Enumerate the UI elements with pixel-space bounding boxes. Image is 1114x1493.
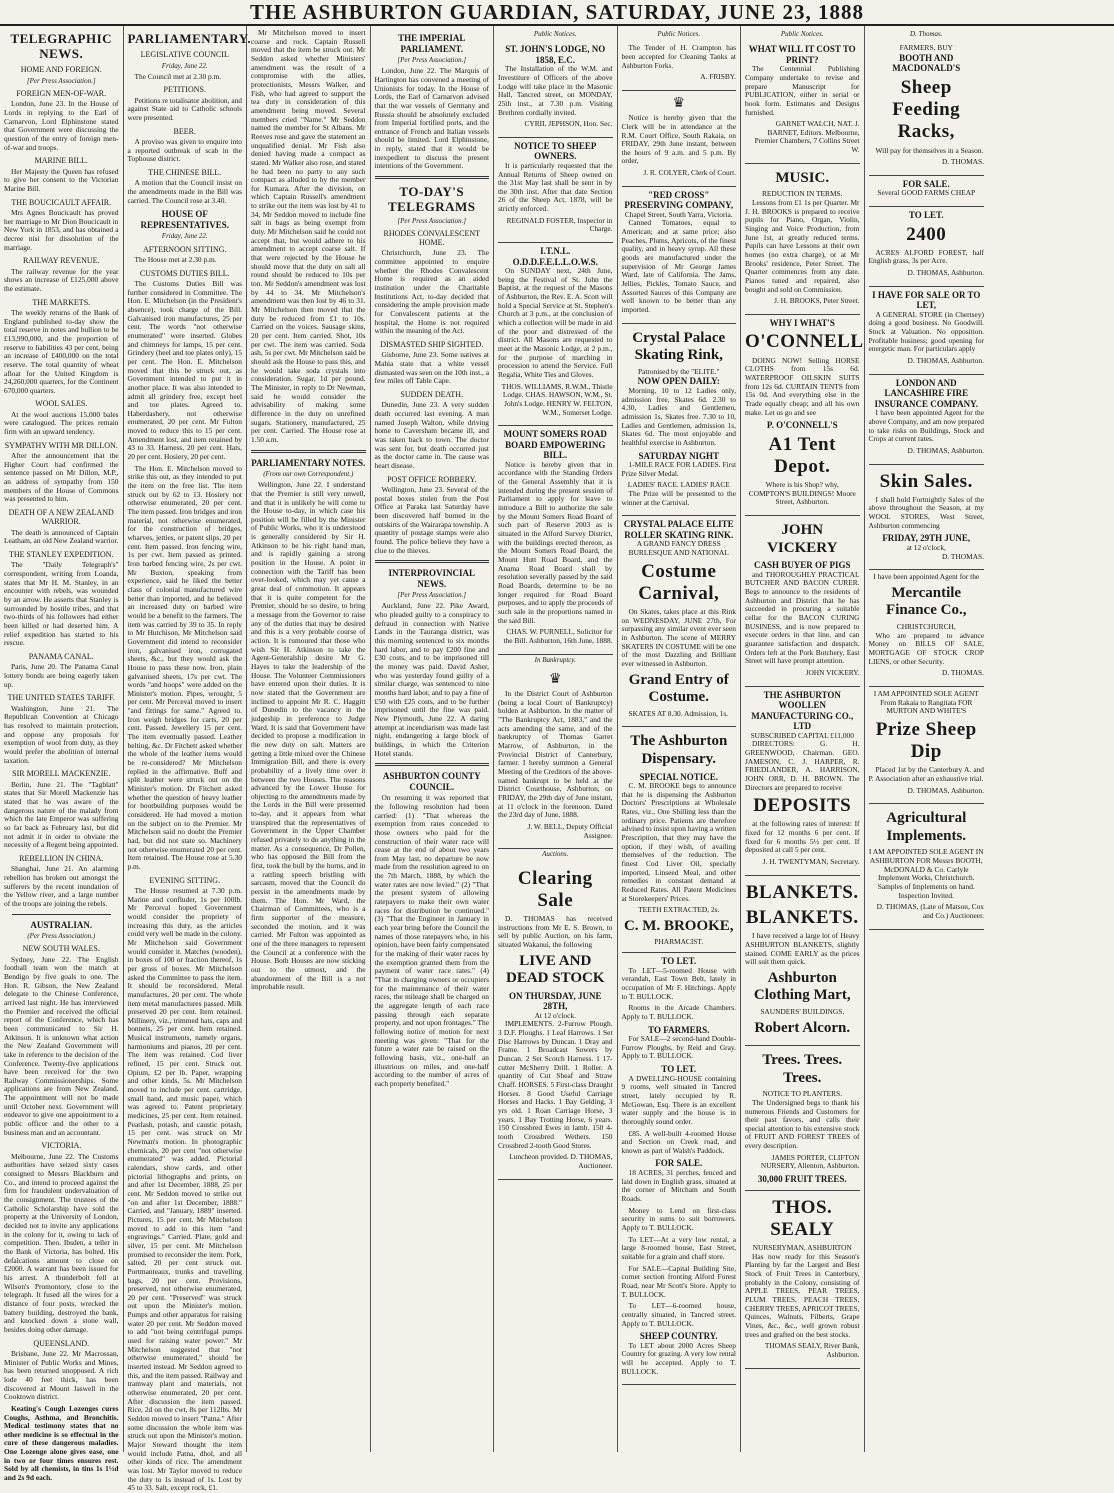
ad-signature: J. H. BROOKS, Peter Street. xyxy=(774,296,860,306)
ad-body: IMPLEMENTS. 2-Furrow Plough. 3 D.F. Ploughs. 1 Leaf Harrows. 1 Set Disc Harrows by Duncan. 1 Dray and Frame. 1 Broadcast Sowers by Duncan. 2 Set Scotch Harness. 1 17-cutter McSherry Drill. 1 Roller. A quantity of Cut Sheaf and Straw Chaff. HORSES. 5 First-class Draught Horses. 8 Good Useful Carriage Horses and Hacks. 1 Bay Gelding, 3 yrs old. 1 Roan Carriage Horse, 3 years. 1 Bay Trotting Horse, 6 years. 150 Crossbred Ewes in lamb. 150 4-tooth Crossbred Wethers. 150 Crossbred 2-tooth Good Stores. xyxy=(498,1019,613,1150)
ad-date: FRIDAY, 29TH JUNE, xyxy=(882,533,971,544)
article-body: The House resumed at 7.30 p.m. Marine and confluder, 1s per 100lb. Mr Perceval hoped Government would consider the propriety of increasing this duty, as the articles could very well be made in the colony. Mr Mitchelson said Government would consider it. Matches (wooden), in boxes of 100 or fraction thereof, 1s per gross of boxes. Mr Mitchelson asked the Committee to pass the item. It should be reconsidered. Metal manufactures, 20 per cent. The whole item metal manufactures passed. Milk preserved 20 per cent. Item retained. Millinery, viz., trimmed hats, caps and bonnets, 25 per cent. Item retained. Musical instruments, namely organs, harmoniums and pianos, 20 per cent. The item was retained. Cod liver refined, 15 per cent. Struck out. Opium, £2 per lb. Paper, wrapping and other kinds, 5s. Mr Mitchelson moved to include per cent. cartridge, small hand, and music paper, which was agreed to. Patent proprietary medicines, 25 per cent. Item retained. Pearlash, potash, and caustic potash, 15 per cent. was struck on Mr Newman's motion. In photographic chemicals, 20 per cent "not otherwise enumerated" was added. Pictorial calendars, show cards, and other pictorial lithographs and prints, on and after 1st December, 1888, 25 per cent. Mr Seddon moved to strike out "on and after 1st December, 1888." Carried, and "January, 1889" inserted. Pictures, 15 per cent. Mr Mitchelson moved to add to this item "and engravings." Carried. Plate, gold and silver, 15 per cent. Mr Mitchelson promised to reconsider the item. Pork, salted, 20 per cent struck out. Portmanteaux, trunks and travelling bags, 20 per cent. Provisions, preserved, not otherwise enumerated, 20 per cent. "Preserved" was struck out upon the Minister's motion. Pumps and other apparatus for raising water 20 per cent. Mr Seddon moved to add "not being centrifugal pumps used for raising water power." Mr Mitchelson suggested that "not otherwise enumerated," should be inserted instead. Mr Seddon agreed to this, and the item passed. Railway and tramway plant and materials, not otherwise enumerated, 20 per cent. After discussion the item passed. Rice, 2d on the cwt, 8s per 112lbs. Mr Seddon moved to insert "Patna." After some discussion the whole item was struck out upon the Minister's motion. Major Steward thought the item would include Patna, dhol, and all other kinds of rice. The amendment was lost. Mr Taylor moved to reduce the duty to 1s instead of 1s. Lost by 45 to 33. Salt, except rock, £1. xyxy=(127,885,242,1493)
section-heading: AUSTRALIAN. xyxy=(30,919,93,930)
column-header: Auctions. xyxy=(542,850,569,859)
ad-signature: D. THOMAS, Ashburton. xyxy=(907,268,984,278)
advertisement xyxy=(498,667,613,850)
ad-headline: Mercantile Finance Co., xyxy=(886,584,967,619)
ad-subtitle: Chapel Street, South Yarra, Victoria. xyxy=(624,209,733,219)
advertisement xyxy=(498,41,613,138)
article-heading: DISMASTED SHIP SIGHTED. xyxy=(380,339,484,349)
article-body: Shanghai, June 21. An alarming rebellion has broken out amongst the sufferers by the recent inundation of the Yellow river, and a large number of the troops are joining the rebels. xyxy=(4,864,119,908)
ad-title: MOUNT SOMERS ROAD BOARD EMPOWERING BILL. xyxy=(503,429,607,461)
article-body: At the wool auctions 15,000 bales were catalogued. The prices remain firm with an upward tendency. xyxy=(4,409,119,437)
ad-signature: J. H. TWENTYMAN, Secretary. xyxy=(762,857,860,867)
ad-headline: C. M. BROOKE, xyxy=(623,917,734,934)
ad-title: SHEEP COUNTRY. xyxy=(639,1331,718,1342)
article-body: A motion that the Council insist on the amendments made in the Bill was carried. The Council rose at 3.40. xyxy=(127,178,242,205)
ad-body: at the following rates of interest: If fixed for 12 months 6 per cent. If fixed for 6 months 5½ per cent. If deposited at call 5 per cent. xyxy=(745,819,860,855)
ad-title: The Ashburton Dispensary. xyxy=(630,733,728,768)
article-body: Mrs Agnes Boucicault has proved her marriage to Mr Dion Boucicault in New York in 1853, and has obtained a decree nisi for dissolution of the marriage. xyxy=(4,207,119,252)
ad-body: 18 ACRES, 31 perches, fenced and laid down in English grass, situated at the corner of Mitcham and South Roads. xyxy=(621,1168,736,1203)
advertisement xyxy=(869,207,985,287)
ad-signature: D. THOMAS, (Late of Matson, Cox and Co.) Auctioneer. xyxy=(876,902,984,920)
ad-title: LONDON AND LANCASHIRE FIRE INSURANCE COMPANY. xyxy=(874,377,978,409)
article-heading: VICTORIA. xyxy=(41,1141,82,1151)
advertisement-footer: Keating's Cough Lozenges cures Coughs, Asthma, and Bronchitis. Medical testimony states that no other medicine is so effectual in the cure of these dangerous maladies. One Lozenge alone gives ease, one in two or four times ensures rest. Sold by all chemists, in tins 1s 1½d and 2s 9d each. xyxy=(4,1403,119,1483)
ad-body: The Installation of the W.M. and Investiture of Officers of the above Lodge will take place in the Masonic Hall, Tancred street, on MONDAY, 25th inst., at 7.30 p.m. Visiting Brethren cordially invited. xyxy=(498,64,613,117)
ad-title: TO FARMERS. xyxy=(648,1024,710,1035)
ad-body: DOING NOW! Selling HORSE CLOTHS from 15s 6d. WATERPROOF OILSKIN SUITS from 12s 6d. CURTAIN TENTS from 15s 0d. And everything else in the Trade equally cheap; and all his own make. Let us go and see xyxy=(745,355,860,417)
advertisement xyxy=(869,287,985,375)
article-body: The Customs Duties Bill was further considered in Committee. The Hon. E. Mitchelson (in the President's absence), took charge of the Bill. Galvanised iron manufactures, 25 per cent. The words "not otherwise enumerated" were inserted. Globes and chimneys for lamps, 15 per cent. Grindery (heel and toe plates only), 15 per cent. The Hon. E. Mitchelson moved that this be struck out, as Government intended to put it in another place. It was also intended to admit all grindery free, except heel and toe plates. Agreed to. Haberdashery, not otherwise enumerated, 20 per cent. Mr Fulton moved to reduce this to 15 per cent. Amendment lost, and item retained by 43 to 33. Harness, 20 per cent. Hats, 20 per cent. Hosiery, 20 per cent. xyxy=(127,278,242,462)
column-public-notices-3 xyxy=(741,26,865,1452)
ad-date: ON THURSDAY, JUNE 28TH, xyxy=(509,990,602,1012)
ad-signature: J. W. BELL, Deputy Official Assignee. xyxy=(527,822,613,840)
ad-headline: 2400 xyxy=(906,223,947,245)
ad-signature: GARNET WALCH, NAT. J. BARNET, Editors. Melbourne, Premier Chambers, 7 Collins Street W. xyxy=(754,119,860,155)
ad-body: In the District Court of Ashburton (being a local Court of Bankruptcy) holden at Ashburton. In the matter of "The Bankruptcy Act, 1883," and the acts amending the same, and of the bankruptcy of Thomas Garret Marrow, of Ashburton, in the Provincial District of Canterbury, farmer. I hereby summon a General Meeting of the Creditors of the above-named bankrupt to be held at the District Courthouse, Ashburton, on FRIDAY, the 29th day of June instant, at 11 o'clock in the forenoon. Dated the 23rd day of June, 1888. xyxy=(498,689,613,820)
article-body: The Council met at 2.30 p.m. xyxy=(134,71,222,81)
article-heading: CUSTOMS DUTIES BILL. xyxy=(139,268,230,278)
ad-body: D. THOMAS has received instructions from Mr E. S. Brown, to sell by public Auction, on his farm, situated Wakanui, the following xyxy=(498,913,613,949)
ad-body: Money to Lend on first-class security in sums to suit borrowers. Apply to T. BULLOCK. xyxy=(621,1205,736,1232)
article-heading: RHODES CONVALESCENT HOME. xyxy=(383,228,481,248)
divider xyxy=(375,560,490,563)
advertisement xyxy=(869,687,985,804)
ad-subtitle: P. O'CONNELL'S xyxy=(766,420,838,431)
advertisement xyxy=(869,41,985,176)
column-public-notices-2 xyxy=(618,26,742,1452)
ad-signature: D. THOMAS, Ashburton. xyxy=(907,445,984,455)
article-body: Gisborne, June 23. Some natives at Mahia state that a white vessel dismasted was seen on the 10th inst., a few miles off Table Cape. xyxy=(374,350,489,386)
advertisement xyxy=(622,41,737,91)
column-header: D. Thomas. xyxy=(910,30,943,38)
article-body: Dunedin, June 23. A very sudden death occurred last evening. A man named Joseph Walton, while driving home to Caversham became ill, and was taken back to town. The doctor was sent for, but death occurred just as the doctor came in. The cause was heart disease. xyxy=(374,400,489,470)
article-body: The "Daily Telegraph's" correspondent, writing from Loanda, states that Mr H. M. Stanley, in an encounter with rebels, was wounded by an arrow. He asserts that Stanley is surrounded by hostile tribes, and that two-thirds of his followers had either been killed or had deserted him. A relief expedition has started to his rescue. xyxy=(4,560,119,648)
article-body: Mr Mitchelson moved to insert coarse and rock. Captain Russell moved that the item be struck out. Mr Seddon asked whether Ministers' amendment was the result of a compromise with the allies, protectionists, Messrs Walker, and Fish, who had agreed to support the tea duty in consideration of this amendment being moved. Several members cried "Name." Mr Seddon named the member for St Albans. Mr Reeves rose and gave the statement an unqualified denial. Mr Fish also denied having made a compact as stated. Mr Walker also rose, and stated he had been no party to any such compact as alluded to by the member for Kumara. After the division, on which Captain Russell's amendment to strike out the item was lost by 41 to 34, Mr Seddon moved to include fine salt in bags as being exempt from duty. Mr Mitchelson said he could not accept that, but would adhere to his amendment to accept coarse salt. If that were rejected by the House he should move that the duty on salt all round should be reduced to 10s per ton. Mr Seddon's amendment was lost by 44 to 34. Mr Mitchelson's amendment was then lost by 46 to 31. Mr Mitchelson then moved that the duty be reduced from £1 to 10s. Carried on the voices. Sausage skins, 20 per cent. Item carried. Shot, 10s per cwt. The item was carried. Soda ash, 5s per cwt. Mr Mitchelson said he should ask the House to pass this, and he would take soda crystals into consideration. Sugar, 1d per pound. The Minister, in reply to Dr Newman, said he would consider the advisability of making some difference in the duty on unrefined sugars. Stationery, manufactured, 25 per cent. Carried. The House rose at 1.50 a.m. xyxy=(251,28,366,444)
ad-body: Morning, 10 to 12 Ladies only, admission free, Skates 6d. 2.30 to 4.30, Ladies and Gentlemen, admission 1s, Skates free. 7.30 to 10, Ladies and Gentlemen, admission 1s, Skates 6d. The most enjoyable and healthful exercise in Ashburton. xyxy=(621,385,736,447)
advertisement xyxy=(869,375,985,465)
ad-body: £85. A well-built 4-roomed House and Section on Creek road, and known as part of Walsh's Paddock. xyxy=(621,1128,736,1155)
divider xyxy=(12,914,111,915)
article-heading: WOOL SALES. xyxy=(35,399,88,409)
newspaper-title: THE ASHBURTON GUARDIAN, SATURDAY, JUNE 23, 1888 xyxy=(250,0,864,24)
ad-headline: NOW OPEN DAILY: xyxy=(637,376,720,387)
ad-body: For SALE—2 second-hand Double-Furrow Ploughs, by Reid and Gray. Apply to T. BULLOCK. xyxy=(621,1034,736,1061)
ad-body: Lessons from £1 1s per Quarter. Mr J. H. BROOKS is prepared to receive pupils for Piano, Organ, Violin, Singing and Voice Production, from June 1st, at greatly reduced terms. Pupils can have Lessons at their own homes (no extra charge), or at Mr Brooks' residence, Peter Street. The Quarter commences from any date. Pianos tuned and repaired, also bought and sold on Commission. xyxy=(745,197,860,294)
article-body: Paris, June 20. The Panama Canal lottery bonds are being eagerly taken up. xyxy=(4,662,119,689)
ad-body: For SALE—Capital Building Site, corner section fronting Alford Forest Road, near Mr Scott's Store. Apply to T. BULLOCK. xyxy=(621,1263,736,1299)
divider xyxy=(375,763,490,766)
ad-title: MUSIC. xyxy=(775,169,830,186)
advertisement xyxy=(745,315,864,516)
ad-title: FARMERS, BUY xyxy=(899,43,953,53)
article-body: London, June 23. In the House of Lords in replying to the Earl of Carnarvon, Lord Elphinstone stated that Government were discussing the question of the entry of foreign men-of-war and troops. xyxy=(4,99,119,152)
ad-signature: JAMES PORTER, CLIFTON NURSERY, Allenton, Ashburton. xyxy=(760,1152,860,1171)
ad-body: I have been appointed Agent for the above Company, and am now prepared to take risks on Buildings, Stock and Crops at current rates. xyxy=(868,408,984,444)
section-heading: THE IMPERIAL PARLIAMENT. xyxy=(398,33,466,54)
ad-title: THE ASHBURTON WOOLLEN MANUFACTURING CO., LTD xyxy=(751,689,854,732)
article-heading: THE BOUCICAULT AFFAIR. xyxy=(11,197,112,207)
ad-subtitle: BOOTH AND MACDONALD'S xyxy=(892,52,961,74)
ad-body: Several GOOD FARMS CHEAP xyxy=(877,188,976,198)
press-association-note: [Per Press Association.] xyxy=(397,216,467,225)
article-body: The death is announced of Captain Leatham, an old New Zealand warrior. xyxy=(4,527,119,546)
ad-headline: 30,000 FRUIT TREES. xyxy=(757,1174,847,1185)
article-heading: BEER. xyxy=(173,126,196,136)
ad-time: At 12 o'clock. xyxy=(534,1010,576,1020)
article-heading: MARINE BILL. xyxy=(34,156,88,166)
column-header: Public Notices. xyxy=(780,30,824,38)
advertisement xyxy=(498,426,613,654)
article-body: The weekly returns of the Bank of England published to-day show the total reserve in notes and bullion to be £13,990,000, and the proportion of reserve to liabilities 43 per cent, being an increase of £400,000 on the total reserve. The total quantity of wheat afloat for the United Kingdom is 24,260,000 quarters, for the Continent 670,000 quarters. xyxy=(4,307,119,395)
section-subheading: HOME AND FOREIGN. xyxy=(20,65,102,75)
ad-signature: D. THOMAS, Ashburton. xyxy=(907,785,984,795)
ad-signature: Robert Alcorn. xyxy=(754,1019,851,1036)
ad-body: The Undersigned begs to thank his numerous Friends and Customers for their past favors, and calls their special attention to his extensive stock of FRUIT AND FOREST TREES of every description. xyxy=(745,1097,860,1151)
divider xyxy=(251,450,366,453)
ad-headline: A1 Tent Depot. xyxy=(768,433,836,477)
dateline: Friday, June 22. xyxy=(161,61,208,70)
article-body: Berlin, June 21. The "Tagblatt" states that Sir Morell Mackenzie has stated that he was aware of the dangerous nature of the malady from which the late Emperor was suffering so far back as February last, but did not admit it in order to obviate the necessity of a Regent being appointed. xyxy=(4,779,119,850)
ad-headline: O'CONNELL xyxy=(745,331,864,353)
advertisement xyxy=(622,187,737,324)
advertisement xyxy=(869,804,985,929)
section-heading: HOUSE OF REPRESENTATIVES. xyxy=(140,209,229,230)
article-body: Sydney, June 22. The English football team won the match at Bendigo by five goals to one. The Hon. R. Gibson, the New Zealand delegate to the Chinese Conference, arrived last night. He has interviewed the Premier and received the official report of the Conference, which has been communicated to Sir H. Atkinson. It is unknown what action the New Zealand Government will take in reference to the decision of the Conference. Twenty-five applications have been received for the two Railway Commissionerships. Some applications are from New Zealand. The appointment will not be made until October next. Government will endeavor to give one appointment to a public officer and the other to a business man and an accountant. xyxy=(4,954,119,1137)
ad-body: Notice is hereby given that the Clerk will be in attendance at the R.M. Court Office, South Rakaia, on FRIDAY, 29th June instant, between the hours of 9 a.m. and 5 p.m. By order, xyxy=(621,113,736,166)
ad-body: and THOROUGHLY PRACTICAL BUTCHER AND BACON CURER. Begs to announce to the residents of Ashburton and District that he has succeeded in procuring a suitable cellar for the BACON CURING BUSINESS, and is now prepared to execute orders in that line, and can guarantee satisfaction and despatch. Orders left at the Pork Butchery, East Street will have prompt attention. xyxy=(745,569,860,666)
ad-body: The Centennial Publishing Company undertake to revise and prepare Manuscript for PUBLICATION, either in serial or book form. Estimates and Designs furnished. xyxy=(745,64,860,117)
ad-body: Rooms in the Arcade Chambers. Apply to T. BULLOCK. xyxy=(621,1003,736,1021)
dateline: Friday, June 22. xyxy=(161,232,208,241)
advertisement xyxy=(745,516,860,686)
advertisement xyxy=(622,516,737,727)
ad-headline: Trees. Trees. Trees. xyxy=(762,1052,843,1086)
advertisement xyxy=(498,138,613,243)
ad-time: at 12 o'clock, xyxy=(906,542,946,552)
advertisement xyxy=(745,1046,860,1191)
section-heading: TO-DAY'S TELEGRAMS xyxy=(387,184,476,215)
column-d-thomas xyxy=(865,26,989,1452)
ad-headline: Grand Entry of Costume. xyxy=(628,671,729,706)
ad-body: The Tender of H. Crampton has been accepted for Cleaning Tanks at Ashburton Forks. xyxy=(621,43,736,70)
divider xyxy=(375,176,490,179)
ad-signature: D. THOMAS. xyxy=(942,551,984,561)
article-body: Wellington, June 23. Several of the postal boxes stolen from the Post Office at Paraka last Saturday have been discovered half burned in the outskirts of the Wairarapa township. A quantity of postage stamps were also found. The police believe they have a clue to the thieves. xyxy=(374,484,489,555)
article-heading: THE MARKETS. xyxy=(32,297,91,307)
ad-body: Notice is hereby given that in accordance with the Standing Orders of the General Assembly that it is intended during the present session of Parliament to apply for leave to introduce a Bill to authorize the sale by the Mount Somers Road Board of such part of Reserve 2003 as is situated in the Alford Survey District, with the buildings erected thereon, as the Mount Somers Road Board, the Mount Hutt Road Board, and the Anama Road Board shall by resolution severally passed by the said Road Boards, determine to be no longer required for Road Board purposes, and to apply the proceeds of such sale in the proportions named in the said Bill. xyxy=(498,459,613,625)
ad-title: ST. JOHN'S LODGE, NO 1858, E.C. xyxy=(505,44,606,65)
ad-body: To LET—5-roomed House with verandah, East Town Belt, lately in occupation of Mr F. Hitchings. Apply to T. BULLOCK. xyxy=(621,965,736,1001)
ad-body: I have received a large lot of Heavy ASHBURTON BLANKETS, slightly stained. COME EARLY as the prices will suit them quick. xyxy=(745,931,860,967)
ad-body: SKATES AT 8.30. Admission, 1s. xyxy=(628,708,729,718)
ad-title: NOTICE TO SHEEP OWNERS. xyxy=(514,140,597,162)
ad-subtitle: NOTICE TO PLANTERS. xyxy=(762,1089,843,1099)
section-heading: TELEGRAPHIC NEWS. xyxy=(10,31,113,62)
advertisement xyxy=(622,324,737,517)
ad-title: JOHN VICKERY xyxy=(767,522,838,556)
section-heading: PARLIAMENTARY. xyxy=(127,31,252,46)
ad-body: Will pay for themselves in a Season. xyxy=(875,145,984,155)
advertisement xyxy=(745,687,860,876)
royal-arms-icon: ♛ xyxy=(672,95,686,111)
article-body: Wellington, June 22. I understand that the Premier is still very unwell, and that it is unlikely he will come to the House to-day, in which case his position will be filled by the Minister of Public Works, who it is understood is generally considered by Sir H. Atkinson to be his right hand man, and is rapidly gaining a strong position in the House. A point in connection with the Tariff has been over-looked, which may yet cause a great deal of commotion. It appears that it is quite competent for the Premier, should he so desire, to bring a message from the Governor to raise any of the duties that may be desired and this is a very probable course of action. It is rumoured that those who wish Sir H. Atkinson to take the Agent-Generalship desire Mr G. Hayes to take the leadership of the House. The Volunteer Commissioners have entered upon their duties. It is now stated that the Government are inclined to appoint Mr R. C. Haggitt of Dunedin to the vacancy in the judgeship in preference to Judge Ward. It is said that Government have decided to propose a modification in the new duty on salt. Matters are getting a little mixed over the Chinese Immigration Bill, and there is every probability of a lively time over it between the two Houses. The reasons advanced by the Lower House for objecting to the amendments made by the Lords in the Bill were presented to-day, and it appears from what transpired that the representatives of Government in the Upper Chamber refused privately to do anything in the matter. As a consequence, Dr Pollen, who has opposed the Bill from the first, took the bull by the horns, and in a rattling speech bristling with sarcasm, moved that the Council do persist in the amendments made by them. The Hon. Mr Ward, the Chairman of Committees, who is a firm supporter of the measure, seconded the motion, and it was carried. Mr Fulton was appointed as one of the three managers to represent the Council at a conference with the House. Both Houses are now sticking out to the utmost, and the abandonment of the Bill is a not improbable result. xyxy=(251,480,366,992)
article-heading: THE CHINESE BILL. xyxy=(148,168,222,178)
article-heading: SUDDEN DEATH. xyxy=(400,389,464,399)
ad-headline: Agricultural Implements. xyxy=(886,810,967,844)
column-parliamentary xyxy=(124,26,252,1493)
ad-headline: DEPOSITS xyxy=(753,795,852,817)
advertisement xyxy=(869,176,985,207)
ad-body: DIRECTORS: G. H. GREENWOOD, Chairman. GEO. JAMESON, C. J. HARPER, R. FRIEDLANDER, A. HARRISON, JOHN ORR, D. H. BROWN. The Directors are prepared to receive xyxy=(745,739,860,792)
article-body: The House met at 2.30 p.m. xyxy=(134,254,217,264)
ad-title: WHY I WHAT'S xyxy=(769,317,835,328)
ad-body: On Skates, takes place at this Rink on WEDNESDAY, JUNE 27th, For surpassing any similar event ever seen in Ashburton. The scene of MERRY SKATERS IN COSTUME will be one of the most Dazzling and Brilliant ever witnessed in Ashburton. xyxy=(621,607,736,669)
column-imperial-parliament xyxy=(371,26,495,1452)
ad-headline: Sheep Feeding Racks, xyxy=(892,76,961,143)
article-body: London, June 22. The Marquis of Hartington has convened a meeting of Unionists for today. In the House of Lords, the Earl of Carnarvon advised that the war vessels of Germany and Russia should be absolutely excluded from Imperial fortified ports, and the entrance of French and Italian vessels should be limited. Lord Elphinstone, in reply, stated that it would be inexpedient to discuss the present intentions of the Government. xyxy=(374,66,489,171)
ad-headline: Skin Sales. xyxy=(879,470,973,492)
ad-title: I.T.N.L. O.D.D.F.E.L.L.O.W.S. xyxy=(512,246,598,267)
ad-body: Who are prepared to advance Money on BILLS OF SALE, MORTGAGE OF STOCK CROP LIENS, or other Security. xyxy=(868,630,984,666)
ad-body: ACRES ALFORD FOREST, half English grass, 3s per Acre. xyxy=(868,247,984,266)
ad-headline: BLANKETS. xyxy=(745,906,859,928)
ad-body: I have been appointed Agent for the xyxy=(873,572,980,582)
royal-arms-icon: ♛ xyxy=(548,671,562,687)
ad-subtitle: REDUCTION IN TERMS. xyxy=(761,189,843,199)
ad-title: FOR SALE. xyxy=(902,178,950,189)
ad-body: The Prize will be presented to the winner at the Carnival. xyxy=(621,489,736,507)
ad-body: Canned Tomatoes, equal to American; and at same price; also Peaches, Plums, Apricots, of the finest quality, and in heavy syrup. All these goods are manufactured under the supervision of Mr George James Ward, late of California. The Jams, Jellies, Pickles, Tomato Sauce, and Assorted Sauces of this Company are well known to be better than any imported. xyxy=(621,218,736,315)
ad-body: I AM APPOINTED SOLE AGENT IN ASHBURTON FOR Messrs BOOTH, McDONALD & Co. Carlyle Implement Works, Christchurch. Samples of Implements on hand. Inspection Invited. xyxy=(868,847,984,900)
ad-body: I AM APPOINTED SOLE AGENT From Rakaia to Rangitata FOR MURTON AND WHITE'S xyxy=(873,688,979,716)
masthead xyxy=(0,0,1114,26)
ad-signature: CYRIL JEPHSON, Hon. Sec. xyxy=(524,119,613,129)
section-subheading: LEGISLATIVE COUNCIL xyxy=(140,50,229,60)
ad-subtitle: SPECIAL NOTICE. xyxy=(639,771,719,782)
advertisement xyxy=(622,727,737,953)
ad-headline: SATURDAY NIGHT xyxy=(638,450,719,461)
ad-body: On SUNDAY next, 24th June, being the Festival of St. John the Baptist, at the request of the Masons of Ashburton, the Rev. E. A. Scott will hold a Special Service at St. Stephen's Church at 3 p.m., at the conclusion of which a collection will be made in aid of the poor and distressed of the district. All Masons are requested to meet at the Masonic Lodge, at 2 p.m., for the purpose of marching in procession to attend the Service. Full Regalia, White Ties and Gloves. xyxy=(498,266,613,379)
ad-subtitle: CASH BUYER OF PIGS xyxy=(754,560,851,571)
section-heading: INTERPROVINCIAL NEWS. xyxy=(388,568,475,589)
article-heading: THE UNITED STATES TARIFF. xyxy=(7,693,115,703)
ad-body: Has now ready for this Season's Planting by far the Largest and Best Stock of Fruit Trees in Canterbury, probably in the Colony, consisting of APPLE TREES, PEAR TREES, PLUM TREES, PEACH TREES, CHERRY TREES, APRICOT TREES, Quinces, Walnuts, Filberts, Grape Vines, &c., &c., well grown robust trees and grafted on the best stocks. xyxy=(745,1251,860,1339)
article-heading: THE STANLEY EXPEDITION. xyxy=(8,550,114,560)
advertisement xyxy=(745,164,860,315)
ad-signature: CHAS. W. PURNELL, Solicitor for the Bill. Ashburton, 16th June, 1888. xyxy=(503,627,613,645)
article-heading: AFTERNOON SITTING. xyxy=(142,244,227,254)
article-body: Auckland, June 22. Pike Award, who pleaded guilty to a conspiracy to defraud in connection with Native Lands in the Tauranga district, was this morning sentenced to six months hard labor, and to pay £200 fine and £30 costs, and to be imprisoned till the money was paid. David Asher, who was yesterday found guilty of a similar charge, was sentenced to nine months hard labor, and to pay a fine of £50 with £25 costs, and to be further imprisoned until the fine was paid. New Plymouth, June 22. A daring attempt at incendiarism was made last night, endangering a large block of buildings, in which the Criterion Hotel stands. xyxy=(374,601,489,758)
article-body: Brisbane, June 22. Mr Macrossan, Minister of Public Works and Mines, has been returned unopposed. A rich lode 40 feet thick, has been discovered at Mount Jaswell in the Cooktown district. xyxy=(4,1348,119,1402)
column-telegraphic-news xyxy=(0,26,124,1483)
ad-title: CRYSTAL PALACE ELITE ROLLER SKATING RINK. xyxy=(623,519,734,540)
article-heading: FOREIGN MEN-OF-WAR. xyxy=(16,88,107,98)
article-heading: PANAMA CANAL. xyxy=(28,652,94,662)
ad-body: A GENERAL STORE (in Chertsey) doing a good business. No Goodwill. Stock at Valuation. No opposition. Profitable business; good opening for energetic man. For particulars apply xyxy=(868,309,984,354)
article-body: Washington, June 21. The Republican Convention at Chicago has resolved to maintain protection, and oppose any proposals for exemption of wool from duty, as they would prefer the abolition of internal taxation. xyxy=(4,703,119,765)
ad-body: I shall hold Fortnightly Sales of the above throughout the Season, at my WOOL STORES, West Street, Ashburton commencing xyxy=(868,494,984,530)
advertisement xyxy=(622,91,737,187)
ad-title: I HAVE FOR SALE OR TO LET, xyxy=(872,289,981,311)
ad-signature: THOS. WILLIAMS, R.W.M., Thistle Lodge. CHAS. HAWSON, W.M., St. John's Lodge. HENRY W. FELTON, W.M., Somerset Lodge. xyxy=(501,381,613,417)
article-body: On resuming it was reported that the following resolution had been carried: (1) "That whereas the exemption from rates conceded to those owners who paid for the construction of their water race will cease at the end of about two years from May last, no departure be now made from the resolution agreed to on the 7th March, 1888, by which the water rates are now levied." (2) "That the present system of allowing ratepayers to make their own water races for distribution be continued." (3) "That the Engineer in January in each year bring before the Council the names of those ratepayers who, in his opinion, have been fairly compensated for the making of their water races by the exemption granted them from the payment of water race rates." (4) "That in charging owners or occupiers for the maintenance of their water races, the mileage shall be charged on the aggregate length of each race passing through each separate property, and not upon frontages." The following notice of motion for next meeting was given: "That for the future a water rate be raised on the following basis, viz., one-half an illustrious on miles, and one-half according to the number of acres of each property benefited." xyxy=(374,793,489,1088)
column-header: Public Notices. xyxy=(657,30,701,38)
ad-body: LADIES' RACE. LADIES' RACE xyxy=(627,480,730,490)
advertisement xyxy=(498,243,613,426)
ad-headline: LIVE AND DEAD STOCK xyxy=(506,952,605,987)
column-header: In Bankruptcy. xyxy=(534,655,576,664)
article-body: Christchurch, June 23. The committee appointed to enquire whether the Rhodes Convalescent Home is required as an aided institution under the Charitable Institutions Act, to-day decided that considering the ample provision made for Convalescent patients at the hospital, the Home is not required within the meaning of the Act. xyxy=(374,248,489,336)
ad-body: To LET—6-roomed house, centrally situated, in Tancred street. Apply to T. BULLOCK. xyxy=(621,1301,736,1328)
article-body: Melbourne, June 22. The Customs authorities have seized sixty cases consigned to Messrs Blackburn and Co., and intend to proceed against the firm for fraudulent undervaluation of the consignment. The trustees of the Catholic Scholarship have sold the property at the University of London, decided not to invite any applications in the colony for it, owing to lack of competition. Theo. Ibsden, a teller in the Bank of Victoria, has bolted. His defalcations amount to close on £2000. A warrant has been issued for his arrest. A thunderbolt fell at Wilson's Promontory, close to the telegraph. It fused all the wires for a distance of four posts, wrecked the battery building, destroyed the bank, and knocked down a stone wall, besides doing other damage. xyxy=(4,1151,119,1334)
ad-subtitle: SAUNDERS' BUILDINGS. xyxy=(760,1006,845,1016)
ad-body: It is particularly requested that the Annual Returns of Sheep owned on the 31st May last shall be sent in by the 30th inst. After that date Section 26 of the Sheep Act, 1878, will be strictly enforced. xyxy=(498,160,613,214)
article-body: The railway revenue for the year shows an increase of £125,000 above the estimate. xyxy=(4,266,119,293)
ad-signature: A. FRISBY. xyxy=(700,72,736,82)
press-association-note: [Per Press Association.] xyxy=(397,591,467,600)
article-body: A proviso was given to enquire into a reported outbreak of scab in the Tophouse district. xyxy=(127,137,242,164)
ad-body: To LET—At a very low rental, a large 8-roomed house, East Street, suitable for a grain and chaff store. xyxy=(621,1234,736,1261)
ad-title: Ashburton Clothing Mart, xyxy=(753,969,851,1004)
press-association-note: (Per Press Association.) xyxy=(27,932,96,941)
ad-signature: D. THOMAS. xyxy=(942,668,984,678)
ad-title: Crystal Palace Skating Rink, xyxy=(632,329,726,364)
ad-subtitle: CHRISTCHURCH, xyxy=(896,621,956,631)
advertisement xyxy=(869,570,985,687)
article-body: Petitions re totalisator abolition, and against State aid to Catholic schools were presented. xyxy=(127,95,242,123)
advertisement xyxy=(745,1191,860,1369)
ad-signature: REGINALD FOSTER, Inspector in Charge. xyxy=(506,215,613,234)
article-heading: RAILWAY REVENUE. xyxy=(22,256,100,266)
ad-headline: Prize Sheep Dip xyxy=(875,718,977,763)
article-heading: POST OFFICE ROBBERY. xyxy=(387,474,477,484)
ad-signature: J. R. COLYER, Clerk of Court. xyxy=(643,168,736,178)
ad-subtitle: A GRAND FANCY DRESS BURLESQUE AND NATIONAL xyxy=(628,539,729,558)
ad-body: Where is his Shop? why, COMPTON'S BUILDINGS! Moore Street, Ashburton. xyxy=(748,480,856,507)
ad-subtitle: PHARMACIST. xyxy=(654,937,704,947)
ad-signature: D. THOMAS. xyxy=(942,157,984,167)
column-header: Public Notices. xyxy=(533,30,577,38)
ad-subtitle: NURSERYMAN, ASHBURTON xyxy=(752,1243,852,1253)
column-parliamentary-cont xyxy=(247,26,371,1452)
ad-body: Placed 1st by the Canterbury A. and P. Association after an exhaustive trial. xyxy=(868,765,984,783)
section-heading: PARLIAMENTARY NOTES. xyxy=(251,457,366,468)
advertisement xyxy=(745,876,860,1046)
ad-title: FOR SALE. xyxy=(655,1158,703,1169)
ad-signature: Luncheon provided. D. THOMAS, Auctioneer. xyxy=(509,1152,613,1170)
advertisement xyxy=(745,41,860,164)
ad-title: TO LET. xyxy=(908,210,944,221)
ad-signature: JOHN VICKERY. xyxy=(805,667,860,677)
ad-body: TEETH EXTRACTED, 2s. xyxy=(638,905,720,915)
ad-headline: BLANKETS. xyxy=(745,881,859,903)
article-heading: SYMPATHY WITH MR DILLON. xyxy=(4,440,118,450)
article-body: Her Majesty the Queen has refused to give her consent to the Victorian Marine Bill. xyxy=(4,166,119,193)
press-association-note: [Per Press Association.] xyxy=(26,76,96,85)
ad-signature: D. THOMAS, Ashburton. xyxy=(907,356,984,366)
ad-title: TO LET. xyxy=(661,956,697,967)
ad-subtitle: Patronised by the "ELITE." xyxy=(637,366,720,376)
advertisement xyxy=(869,465,985,571)
column-public-notices-1 xyxy=(494,26,618,1452)
article-heading: DEATH OF A NEW ZEALAND WARRIOR. xyxy=(8,508,114,527)
article-body: After the announcement that the Higher Court had confirmed the sentence passed on Mr Dillon, M.P., an address of sympathy from 150 members of the House of Commons was presented to him. xyxy=(4,451,119,504)
article-heading: PETITIONS. xyxy=(163,85,206,95)
correspondent-note: (From our own Correspondent.) xyxy=(263,470,354,479)
columns xyxy=(0,26,1114,1493)
section-heading: ASHBURTON COUNTY COUNCIL. xyxy=(382,771,481,792)
advertisement xyxy=(622,953,737,1385)
article-heading: QUEENSLAND. xyxy=(33,1338,90,1348)
article-body: The Hon. E. Mitchelson moved to strike this out, as they intended to put the item on the free list. The item struck out by 62 to 13. Hosiery not otherwise enumerated, 20 per cent. The item passed. Iron bridges and iron material, not otherwise enumerated, for the construction of bridges, wharves, jetties, or patent slips, 20 per cent. Item passed. Iron fencing wire, 1s per cwt. Item passed as printed. Iron barbed fencing wire, 2s per cwt. Mr Buxton, speaking from experience, said he liked the better class of colonial manufactured wire better than imported, and he believed an increased duty on barbed wire would be a benefit to the farmers. The item was carried by 39 to 35. In reply to Mr Hutchison, Mr Mitchelson said Government did intend to reconsider iron, galvanised iron, corrugated sheets, &c., but they would ask the House to pass these now. Iron, plain galvanised sheets, 17s per cwt. The words "and hoops" were added on the Minister's motion. Pipes, wrought, 5 per cent. Mr Perceval moved to insert "and fittings for same." Agreed to. Iron weigh bridges for carts, 20 per cent. Passed. Jewellery 15 per cent. The item eventually passed. Leather belting, &c. Dr Fitchett asked whether the whole of the leather items would be re-considered? Mr Mitchelson replied in the affirmative. Buff and split leather were struck out on the Minister's motion. Dr Fitchett asked whether the question of heavy leather for bootbuilding purposes would be considered. He had moved a motion on the subject on to the Premier. Mr Mitchelson said no doubt the Premier had, but did not state so. Machinery not otherwise enumerated 20 per cent. Item retained. The House rose at 5.30 p.m. xyxy=(127,463,242,871)
ad-body: A DWELLING-HOUSE containing 9 rooms, well situated in Tancred street, lately occupied by R. McGowan, Esq. There is an excellent water supply and the house is in thoroughly sound order. xyxy=(621,1073,736,1126)
article-heading: REBELLION IN CHINA. xyxy=(19,853,104,863)
ad-headline: THOS. SEALY xyxy=(770,1196,835,1240)
article-heading: EVENING SITTING. xyxy=(149,875,221,885)
ad-title: Clearing Sale xyxy=(517,867,593,911)
press-association-note: [Per Press Association.] xyxy=(397,56,467,65)
ad-subtitle: SUBSCRIBED CAPITAL £11,000 xyxy=(750,730,854,740)
ad-title: WHAT WILL IT COST TO PRINT? xyxy=(748,44,856,65)
ad-body: 1-MILE RACE FOR LADIES. First Prize Silver Medal. xyxy=(621,460,736,478)
advertisement xyxy=(498,862,613,1180)
ad-signature: THOMAS SEALY, River Bank, Ashburton. xyxy=(764,1341,860,1359)
ad-title: TO LET. xyxy=(661,1064,697,1075)
article-heading: SIR MORELL MACKENZIE. xyxy=(12,769,111,779)
ad-title: "RED CROSS" PRESERVING COMPANY, xyxy=(624,189,734,211)
ad-headline: Costume Carnival, xyxy=(638,560,720,604)
ad-body: To LET about 2000 Acres Sheep Country for grazing. A very low rental will be accepted. Apply to T. BULLOCK. xyxy=(621,1340,736,1376)
ad-body: C. M. BROOKE begs to announce that he is dispensing the Ashburton Doctors' Prescriptions at Wholesale Rates, viz., One Shilling less than the ordinary price. Patients are therefore advised to insist upon having a written Prescription, that they may have the option, if they wish, of availing themselves of the reduction. The finest Cod Liver Oil, specially imported, Linseed Meal, and other remedies in constant demand at Reduced Rates. All Patent Medicines at Storekeepers' Prices. xyxy=(621,781,736,903)
article-heading: NEW SOUTH WALES. xyxy=(22,944,100,954)
